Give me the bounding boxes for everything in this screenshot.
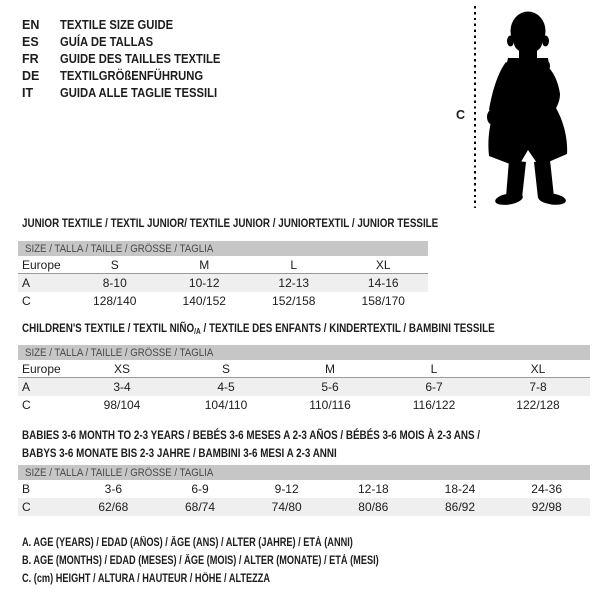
table-row: [18, 274, 428, 292]
table-row: [18, 360, 590, 378]
age-cell: 18-24: [444, 482, 476, 496]
row-label: C: [22, 398, 31, 412]
language-title: GUÍA DE TALLAS: [60, 35, 154, 49]
height-cell: 128/140: [93, 294, 137, 308]
height-cell: 98/104: [103, 398, 141, 412]
babies-title-line2: BABYS 3-6 MONATE BIS 2-3 JAHRE / BAMBINI 3-6 MESI A 2-3 ANNI: [22, 446, 337, 460]
age-cell: 6-9: [191, 482, 209, 496]
language-code: FR: [22, 52, 39, 66]
height-cell: 68/74: [184, 500, 215, 514]
size-header-label: SIZE / TALLA / TAILLE / GRÖSSE / TAGLIA: [25, 466, 214, 479]
language-title: TEXTILGRÖßENFÜHRUNG: [60, 69, 204, 83]
language-title: GUIDA ALLE TAGLIE TESSILI: [60, 86, 218, 100]
babies-section-title: [22, 426, 581, 462]
table-row: [18, 480, 590, 498]
language-title: TEXTILE SIZE GUIDE: [60, 18, 174, 32]
age-cell: 7-8: [529, 380, 547, 394]
language-code: EN: [22, 18, 40, 32]
row-label: C: [22, 500, 31, 514]
junior-section-title: JUNIOR TEXTILE / TEXTIL JUNIOR/ TEXTILE JUNIOR / JUNIORTEXTIL / JUNIOR TESSILE: [22, 216, 439, 230]
height-measure-label: C: [456, 108, 466, 122]
height-cell: 122/128: [516, 398, 560, 412]
junior-size-table: [18, 241, 428, 310]
age-cell: 12-13: [278, 276, 310, 290]
size-header-label: SIZE / TALLA / TAILLE / GRÖSSE / TAGLIA: [25, 242, 214, 255]
row-label: B: [22, 482, 31, 496]
row-label: A: [22, 380, 31, 394]
height-dotted-line: [474, 6, 476, 208]
baby-silhouette-image: [482, 10, 574, 208]
height-cell: 158/170: [361, 294, 405, 308]
height-cell: 80/86: [358, 500, 389, 514]
table-row: [18, 378, 590, 396]
size-header-bar: [18, 465, 590, 480]
table-row: [18, 498, 590, 516]
age-cell: 14-16: [367, 276, 399, 290]
size-header-bar: [18, 241, 428, 256]
language-code: ES: [22, 35, 39, 49]
table-row: [18, 256, 428, 274]
language-title: GUIDE DES TAILLES TEXTILE: [60, 52, 221, 66]
age-cell: 6-7: [425, 380, 443, 394]
height-cell: 110/116: [309, 398, 351, 412]
footnotes: [22, 534, 468, 588]
row-label: A: [22, 276, 31, 290]
footnote-a: A. AGE (YEARS) / EDAD (AÑOS) / ÂGE (ANS) / ALTER (JAHRE) / ETÀ (ANNI): [22, 537, 353, 549]
size-cell: L: [430, 361, 438, 376]
size-cell: XL: [375, 257, 391, 272]
age-cell: 3-6: [104, 482, 122, 496]
height-cell: 104/110: [204, 398, 248, 412]
table-row: [18, 292, 428, 310]
footnote-c: C. (cm) HEIGHT / ALTURA / HAUTEUR / HÖHE / ALTEZZA: [22, 573, 271, 585]
table-row: [18, 396, 590, 414]
age-cell: 3-4: [113, 380, 131, 394]
footnote-b: B. AGE (MONTHS) / EDAD (MESES) / ÂGE (MOIS) / ALTER (MONATE) / ETÀ (MESI): [22, 555, 379, 567]
size-cell: S: [221, 361, 230, 376]
language-legend: [22, 17, 238, 102]
list-item: [22, 34, 238, 51]
size-cell: L: [290, 257, 298, 272]
children-size-table: [18, 345, 590, 414]
children-title-pre: CHILDREN'S TEXTILE / TEXTIL NIÑO: [22, 321, 195, 335]
list-item: [22, 85, 238, 102]
size-cell: M: [199, 257, 210, 272]
age-cell: 24-36: [531, 482, 562, 496]
age-cell: 8-10: [102, 276, 127, 290]
height-cell: 116/122: [412, 398, 456, 412]
row-label: Europe: [22, 361, 61, 376]
size-cell: XL: [530, 361, 546, 376]
size-cell: S: [110, 257, 119, 272]
babies-title-line1: BABIES 3-6 MONTH TO 2-3 YEARS / BEBÉS 3-6 MESES A 2-3 AÑOS / BÉBÉS 3-6 MOIS À 2-3 ANS /: [22, 428, 481, 442]
list-item: [22, 51, 238, 68]
height-cell: 152/158: [272, 294, 316, 308]
height-cell: 74/80: [271, 500, 302, 514]
size-header-label: SIZE / TALLA / TAILLE / GRÖSSE / TAGLIA: [25, 346, 214, 359]
height-cell: 86/92: [444, 500, 475, 514]
children-section-title: [22, 322, 495, 338]
age-cell: 4-5: [217, 380, 235, 394]
age-cell: 9-12: [274, 482, 299, 496]
babies-size-table: [18, 465, 590, 516]
size-cell: M: [325, 361, 335, 376]
age-cell: 5-6: [321, 380, 339, 394]
list-item: [22, 68, 238, 85]
language-code: IT: [22, 86, 34, 100]
size-header-bar: [18, 345, 590, 360]
height-cell: 92/98: [531, 500, 562, 514]
language-code: DE: [22, 69, 40, 83]
height-cell: 62/68: [98, 500, 129, 514]
age-cell: 12-18: [357, 482, 389, 496]
row-label: Europe: [22, 257, 61, 272]
size-cell: XS: [113, 361, 130, 376]
row-label: C: [22, 294, 31, 308]
height-cell: 140/152: [182, 294, 226, 308]
children-title-post: / TEXTILE DES ENFANTS / KINDERTEXTIL / BAMBINI TESSILE: [200, 321, 495, 335]
children-title-subscript: /A: [194, 327, 201, 336]
age-cell: 10-12: [188, 276, 220, 290]
list-item: [22, 17, 238, 34]
